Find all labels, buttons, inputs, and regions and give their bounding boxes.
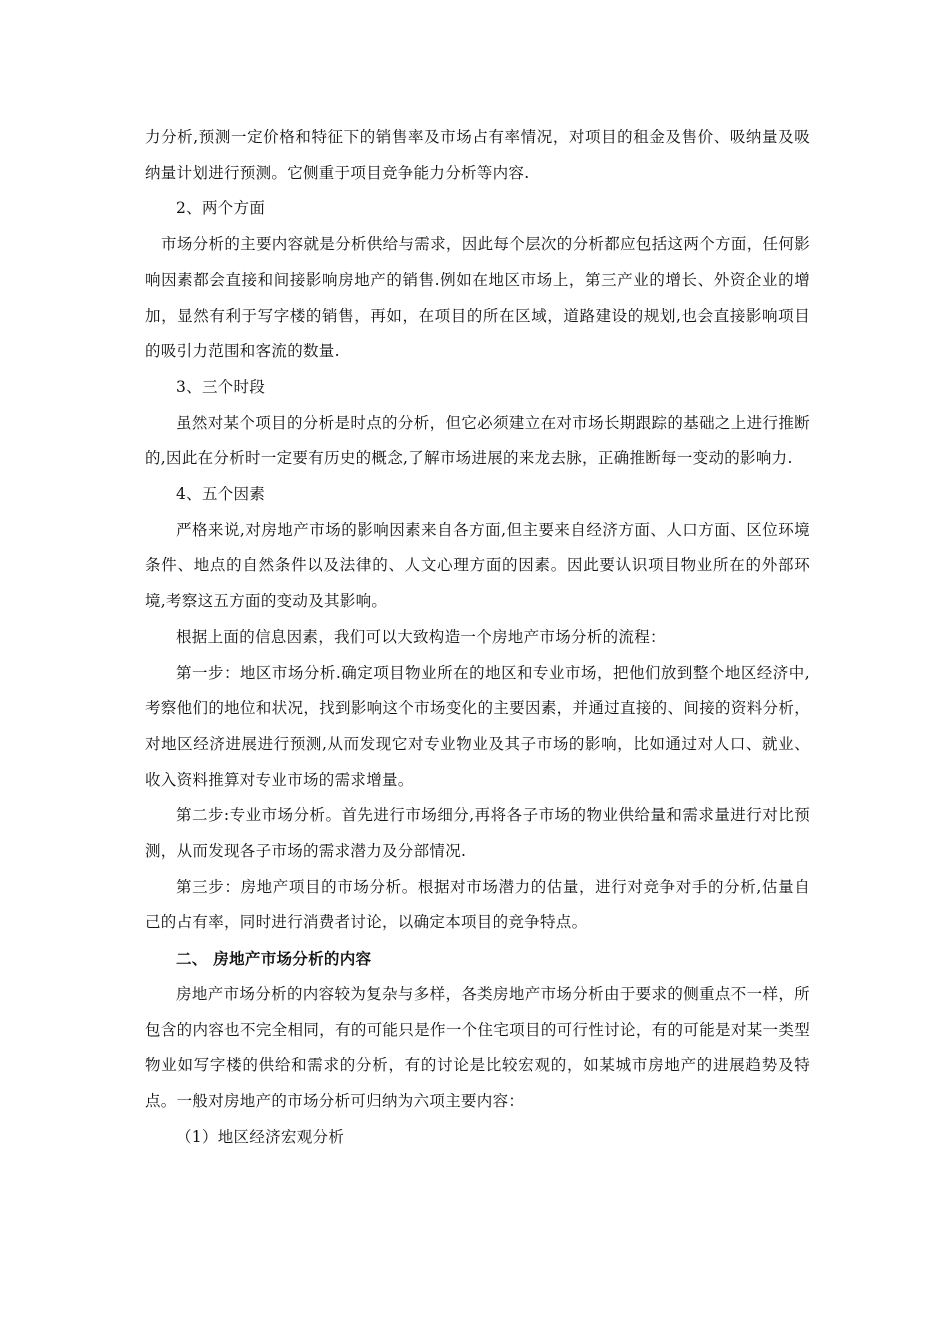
subheading-three-periods: 3、三个时段: [176, 377, 266, 396]
list-item-regional-macro: （1）地区经济宏观分析: [176, 1127, 345, 1146]
paragraph-process-intro: 根据上面的信息因素，我们可以大致构造一个房地产市场分析的流程：: [176, 627, 666, 646]
subheading-five-factors: 4、五个因素: [176, 485, 266, 504]
section-heading-content: 二、 房地产市场分析的内容: [176, 949, 372, 969]
paragraph-step-one: 第一步：地区市场分析.确定项目物业所在的地区和专业市场，把他们放到整个地区经济中,考察他们的地位和状况，找到影响这个市场变化的主要因素，并通过直接的、间接的资料分析，对地区经济进展进行预测,从而发现它对专业物业及其子市场的影响，比如通过对人口、就业、收入资料推算对专业市场的需求增量。: [145, 663, 810, 789]
subheading-two-aspects: 2、两个方面: [176, 199, 266, 218]
paragraph-step-two: 第二步:专业市场分析。首先进行市场细分,再将各子市场的物业供给量和需求量进行对比预测，从而发现各子市场的需求潜力及分部情况.: [145, 806, 810, 861]
paragraph-supply-demand: 市场分析的主要内容就是分析供给与需求，因此每个层次的分析都应包括这两个方面，任何影响因素都会直接和间接影响房地产的销售.例如在地区市场上，第三产业的增长、外资企业的增加，显然有利于写字楼的销售，再如，在项目的所在区域，道路建设的规划,也会直接影响项目的吸引力范围和客流的数量.: [145, 235, 810, 361]
paragraph-time-analysis: 虽然对某个项目的分析是时点的分析，但它必须建立在对市场长期跟踪的基础之上进行推断的,因此在分析时一定要有历史的概念,了解市场进展的来龙去脉，正确推断每一变动的影响力.: [145, 413, 810, 468]
paragraph-factors: 严格来说,对房地产市场的影响因素来自各方面,但主要来自经济方面、人口方面、区位环境条件、地点的自然条件以及法律的、人文心理方面的因素。因此要认识项目物业所在的外部环境,考察这五方面的变动及其影响。: [145, 520, 810, 611]
paragraph-step-three: 第三步：房地产项目的市场分析。根据对市场潜力的估量，进行对竞争对手的分析,估量自己的占有率，同时进行消费者讨论，以确定本项目的竞争特点。: [145, 877, 810, 932]
paragraph-continuation: 力分析,预测一定价格和特征下的销售率及市场占有率情况，对项目的租金及售价、吸纳量及吸纳量计划进行预测。它侧重于项目竞争能力分析等内容.: [145, 128, 810, 182]
document-body: [145, 120, 810, 1155]
paragraph-content-overview: 房地产市场分析的内容较为复杂与多样，各类房地产市场分析由于要求的侧重点不一样，所包含的内容也不完全相同，有的可能只是作一个住宅项目的可行性讨论，有的可能是对某一类型物业如写字楼的供给和需求的分析，有的讨论是比较宏观的，如某城市房地产的进展趋势及特点。一般对房地产的市场分析可归纳为六项主要内容：: [145, 984, 810, 1110]
